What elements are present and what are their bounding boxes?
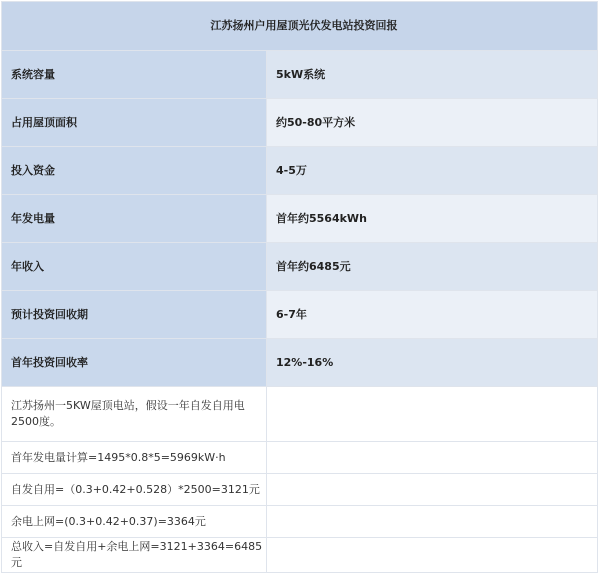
empty-cell bbox=[267, 506, 598, 538]
empty-cell bbox=[267, 387, 598, 442]
row-label: 年收入 bbox=[2, 243, 267, 291]
row-value: 首年约5564kWh bbox=[267, 195, 598, 243]
note-text: 总收入=自发自用+余电上网=3121+3364=6485元 bbox=[2, 538, 267, 573]
row-value: 5kW系统 bbox=[267, 51, 598, 99]
row-label: 投入资金 bbox=[2, 147, 267, 195]
row-label: 占用屋顶面积 bbox=[2, 99, 267, 147]
row-value: 12%-16% bbox=[267, 339, 598, 387]
table-note-row bbox=[2, 506, 598, 538]
row-label: 年发电量 bbox=[2, 195, 267, 243]
table-row-system-capacity bbox=[2, 51, 598, 99]
table-title: 江苏扬州户用屋顶光伏发电站投资回报 bbox=[2, 2, 598, 51]
note-text: 余电上网=(0.3+0.42+0.37)=3364元 bbox=[2, 506, 267, 538]
table-row-investment bbox=[2, 147, 598, 195]
note-text: 江苏扬州一5KW屋顶电站，假设一年自发自用电2500度。 bbox=[2, 387, 267, 442]
table-note-row bbox=[2, 474, 598, 506]
row-value: 约50-80平方米 bbox=[267, 99, 598, 147]
row-label: 系统容量 bbox=[2, 51, 267, 99]
table-row-roof-area bbox=[2, 99, 598, 147]
row-value: 6-7年 bbox=[267, 291, 598, 339]
table-row-annual-income bbox=[2, 243, 598, 291]
row-value: 首年约6485元 bbox=[267, 243, 598, 291]
row-label: 预计投资回收期 bbox=[2, 291, 267, 339]
table-note-row bbox=[2, 442, 598, 474]
table-row-annual-generation bbox=[2, 195, 598, 243]
table-row-first-year-return bbox=[2, 339, 598, 387]
investment-return-table bbox=[1, 1, 598, 573]
table-note-row bbox=[2, 538, 598, 573]
empty-cell bbox=[267, 474, 598, 506]
table-title-row bbox=[2, 2, 598, 51]
row-value: 4-5万 bbox=[267, 147, 598, 195]
empty-cell bbox=[267, 538, 598, 573]
row-label: 首年投资回收率 bbox=[2, 339, 267, 387]
table-note-row bbox=[2, 387, 598, 442]
note-text: 自发自用=（0.3+0.42+0.528）*2500=3121元 bbox=[2, 474, 267, 506]
note-text: 首年发电量计算=1495*0.8*5=5969kW·h bbox=[2, 442, 267, 474]
table-row-payback-period bbox=[2, 291, 598, 339]
empty-cell bbox=[267, 442, 598, 474]
